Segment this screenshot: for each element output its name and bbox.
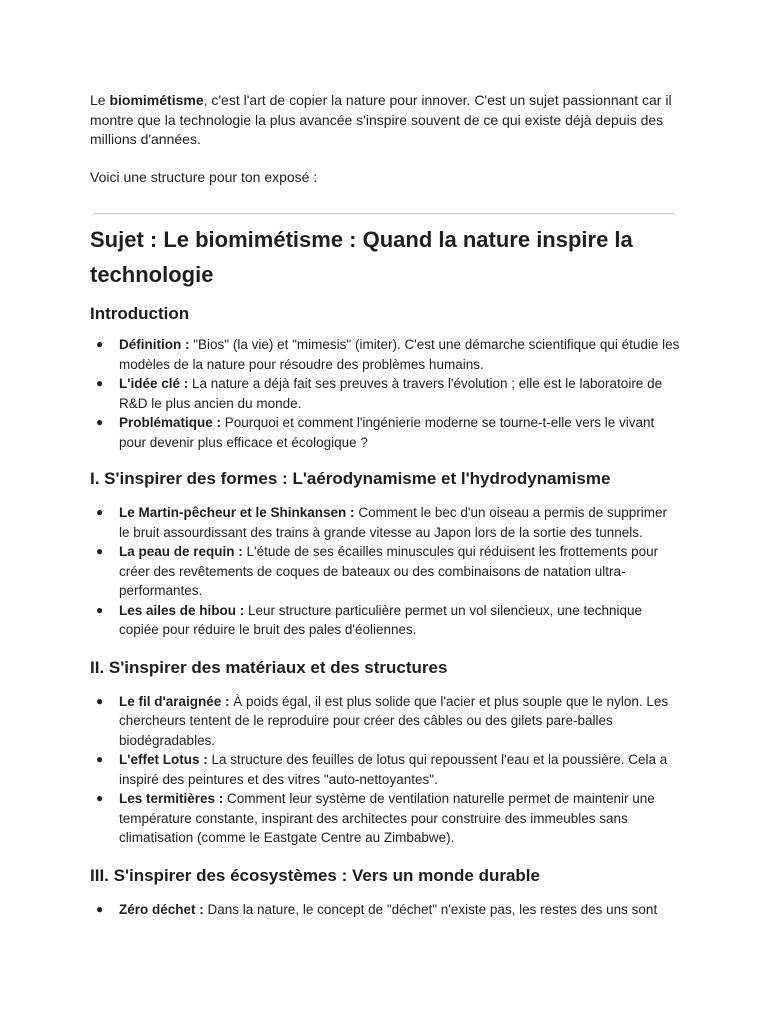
item-text: L'étude de ses écailles minuscules qui réduisent les frottements pour créer des revêtements de coques de bateaux ou des combinaisons de natation ultra-performantes. (119, 544, 659, 598)
item-label: Les termitières : (119, 791, 224, 806)
item-label: La peau de requin : (119, 544, 243, 559)
intro-paragraph (90, 91, 680, 150)
bullet-icon: ● (96, 901, 104, 916)
section-list-materiaux (90, 692, 680, 848)
section-heading-ecosystemes: III. S'inspirer des écosystèmes : Vers un monde durable (90, 865, 540, 885)
item-text: Comment le bec d'un oiseau a permis de supprimer le bruit assourdissant des trains à grande vitesse au Japon lors de la sortie des tunnels. (119, 505, 668, 540)
list-item (90, 789, 680, 848)
intro-lead: Voici une structure pour ton exposé : (90, 168, 318, 185)
intro-text-before: Le (90, 92, 110, 108)
intro-text-after: , c'est l'art de copier la nature pour innover. C'est un sujet passionnant car il montre que la technologie la plus avancée s'inspire souvent de ce qui existe déjà depuis des millions d'années. (90, 92, 672, 147)
bullet-icon: ● (96, 752, 104, 766)
list-item (90, 335, 680, 374)
item-label: Problématique : (119, 415, 222, 430)
item-text: "Bios" (la vie) et "mimesis" (imiter). C'est une démarche scientifique qui étudie les modèles de la nature pour résoudre des problèmes humains. (119, 337, 680, 372)
item-text: Comment leur système de ventilation naturelle permet de maintenir une température constante, inspirant des architectes pour construire des immeubles sans climatisation (comme le Eastgate Centre au Zimbabwe). (119, 791, 655, 845)
item-text: Leur structure particulière permet un vol silencieux, une technique copiée pour réduire le bruit des pales d'éoliennes. (119, 602, 642, 637)
item-text: Pourquoi et comment l'ingénierie moderne se tourne-t-elle vers le vivant pour devenir plus efficace et écologique ? (119, 415, 655, 450)
divider (94, 213, 674, 214)
list-item (90, 503, 680, 542)
item-label: Définition : (119, 337, 190, 352)
document-title: Sujet : Le biomimétisme : Quand la nature inspire la technologie (90, 227, 633, 287)
section-list-ecosystemes (90, 900, 680, 920)
item-text: La nature a déjà fait ses preuves à travers l'évolution ; elle est le laboratoire de R&D le plus ancien du monde. (119, 376, 663, 411)
list-item (90, 692, 680, 751)
bullet-icon: ● (96, 337, 104, 351)
bullet-icon: ● (96, 693, 104, 708)
document-page (90, 91, 680, 919)
section-list-introduction (90, 335, 680, 452)
item-label: Les ailes de hibou : (119, 602, 245, 618)
section-heading-introduction: Introduction (90, 304, 190, 323)
bullet-icon: ● (96, 544, 104, 558)
bullet-icon: ● (96, 376, 104, 390)
list-item (90, 374, 680, 413)
item-label: Le Martin-pêcheur et le Shinkansen : (119, 505, 355, 520)
section-heading-materiaux: II. S'inspirer des matériaux et des structures (90, 657, 448, 677)
item-label: Zéro déchet : (119, 901, 204, 917)
item-label: L'effet Lotus : (119, 752, 208, 767)
intro-keyword: biomimétisme (109, 92, 204, 108)
bullet-icon: ● (96, 791, 104, 805)
bullet-icon: ● (96, 415, 104, 429)
item-text: La structure des feuilles de lotus qui repoussent l'eau et la poussière. Cela a inspiré des peintures et des vitres "auto-nettoyantes". (119, 752, 668, 787)
list-item (90, 413, 680, 452)
list-item (90, 900, 680, 920)
section-heading-formes: I. S'inspirer des formes : L'aérodynamisme et l'hydrodynamisme (90, 469, 611, 488)
bullet-icon: ● (96, 505, 104, 519)
list-item (90, 542, 680, 601)
item-text: À poids égal, il est plus solide que l'acier et plus souple que le nylon. Les chercheurs tentent de le reproduire pour créer des câbles ou des gilets pare-balles biodégradables. (119, 693, 669, 748)
item-label: L'idée clé : (119, 376, 189, 391)
bullet-icon: ● (96, 602, 104, 617)
section-list-formes (90, 503, 680, 640)
list-item (90, 750, 680, 789)
item-text: Dans la nature, le concept de "déchet" n'existe pas, les restes des uns sont (203, 901, 658, 917)
list-item (90, 601, 680, 640)
item-label: Le fil d'araignée : (119, 693, 230, 709)
